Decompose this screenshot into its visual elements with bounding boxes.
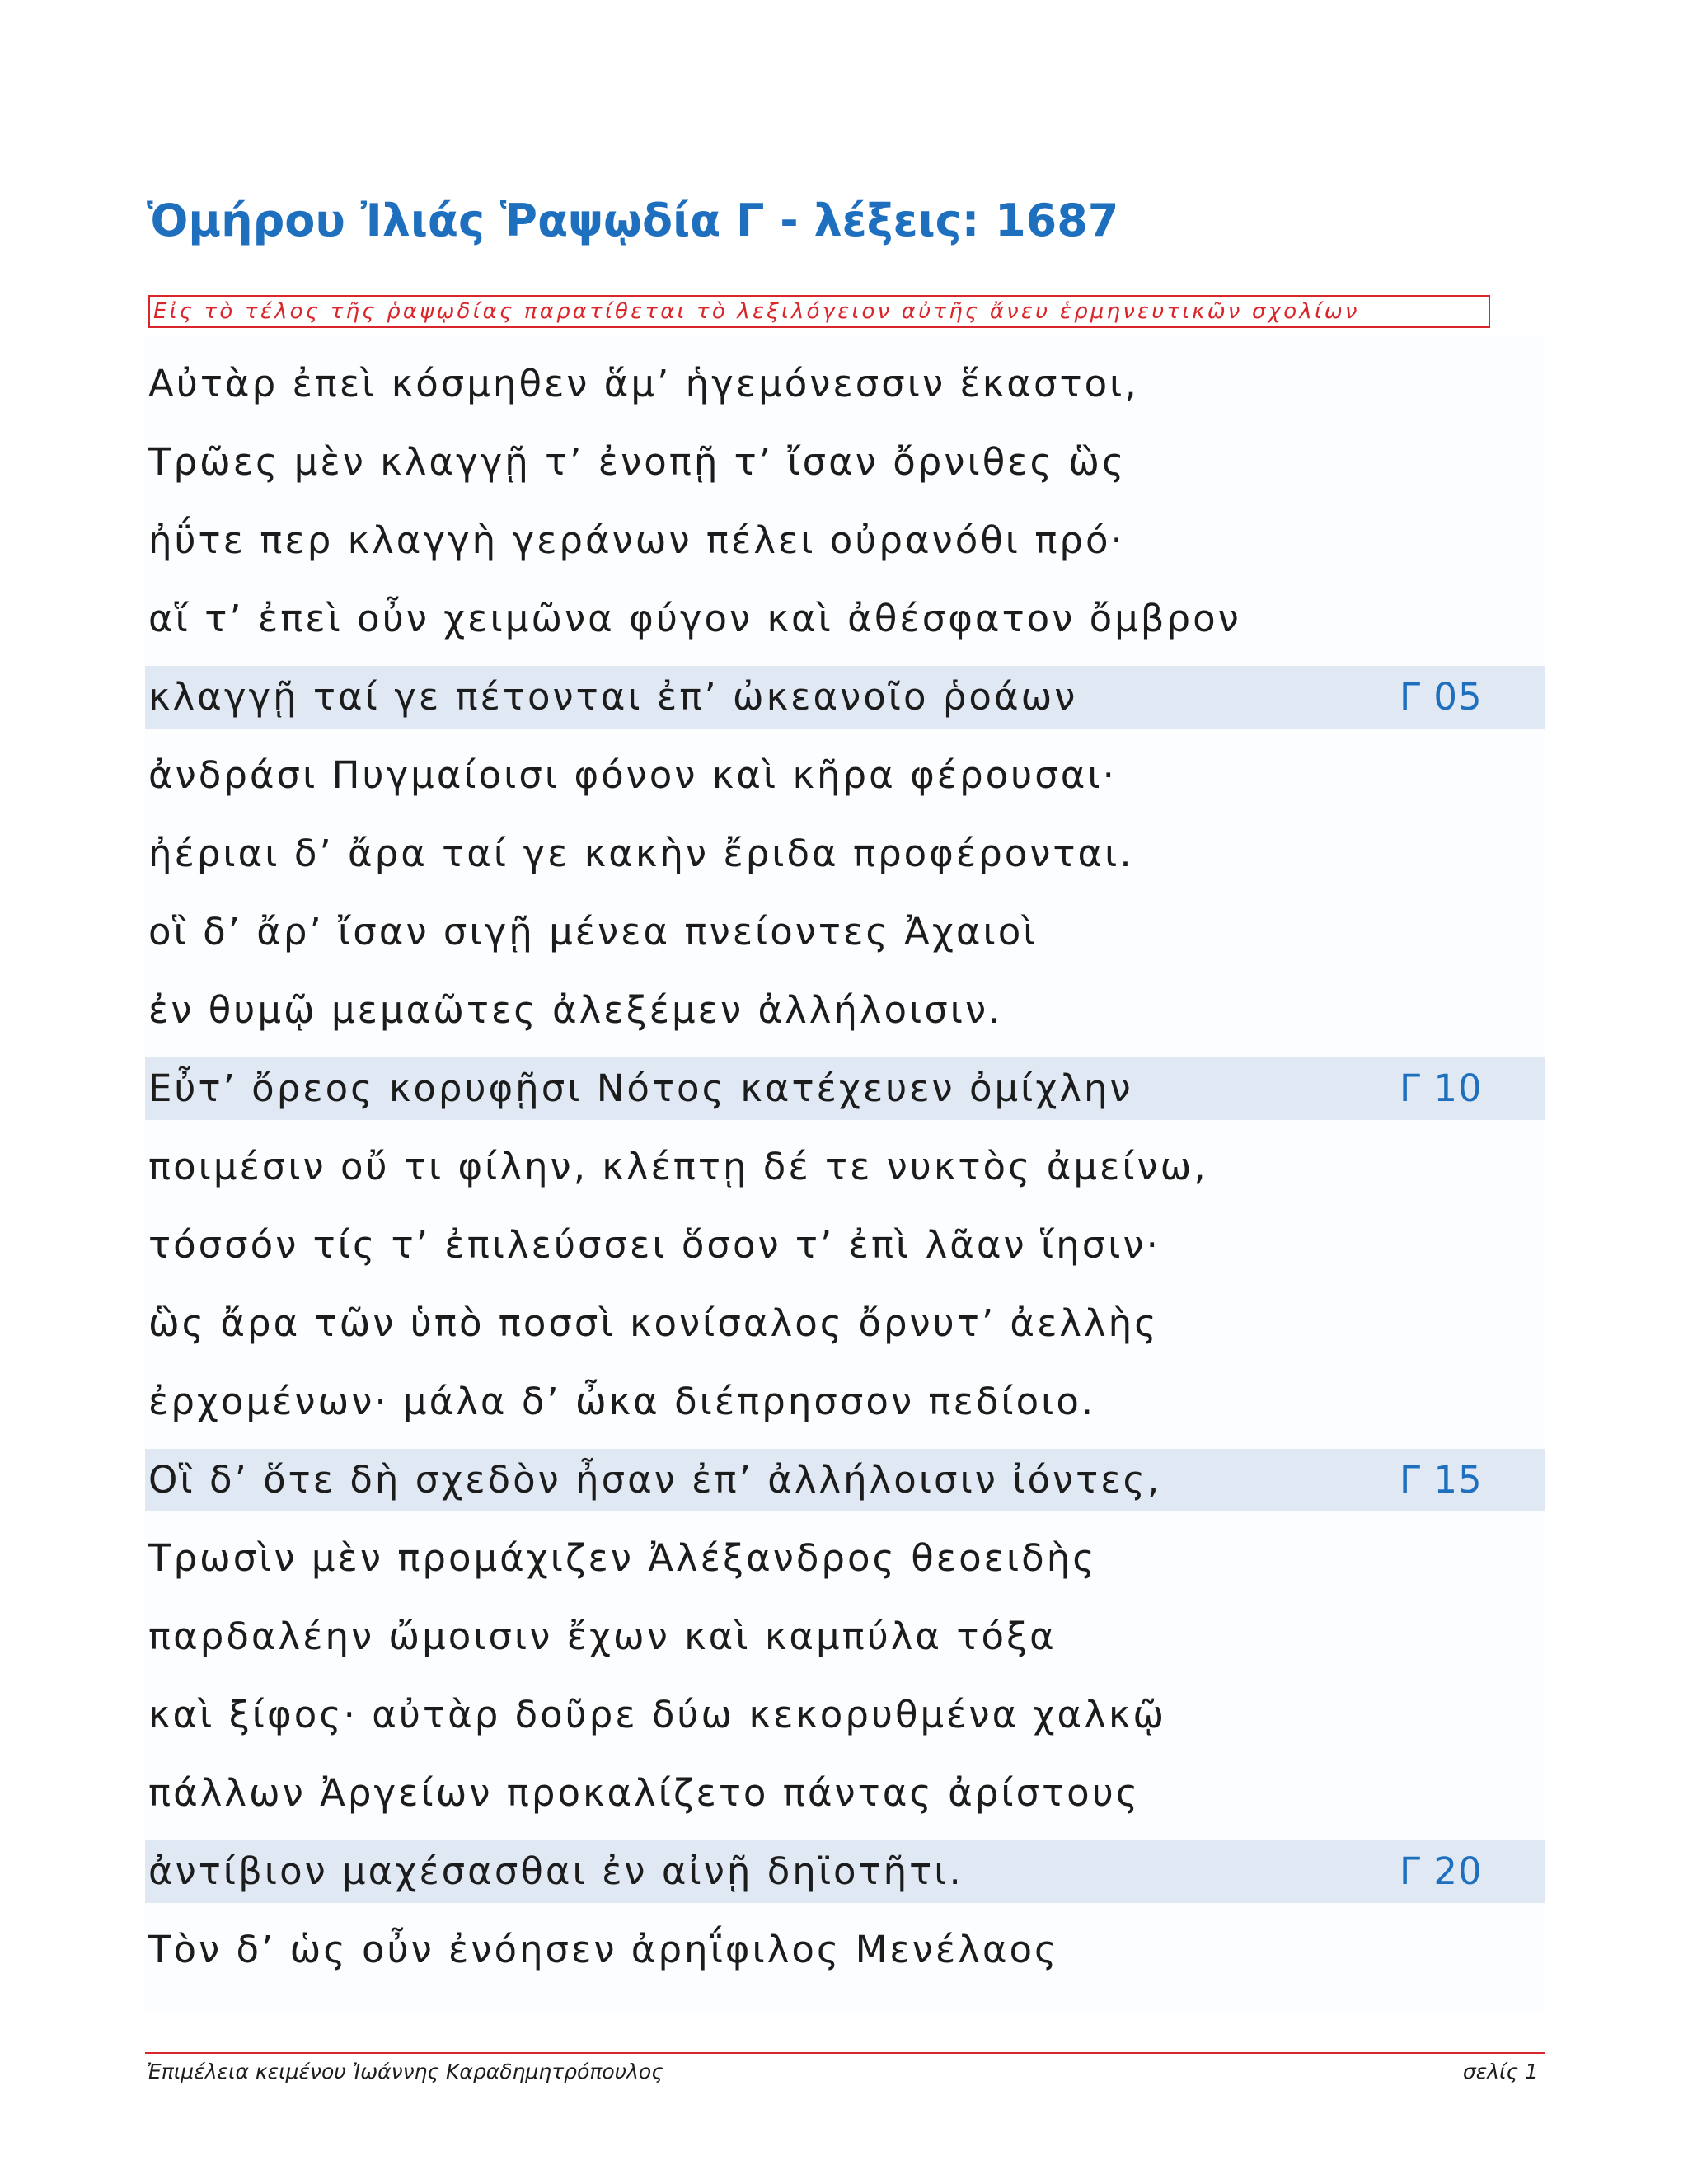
verse-line (145, 1292, 1545, 1355)
verse-text: ἀντίβιον μαχέσασθαι ἐν αἰνῇ δηϊοτῆτι. (148, 1849, 964, 1893)
verse-line (145, 1371, 1545, 1433)
verse-line (145, 431, 1545, 494)
verse-line (145, 1527, 1545, 1590)
verse-line (145, 1136, 1545, 1198)
verse-text: Τρῶες μὲν κλαγγῇ τ’ ἐνοπῇ τ’ ἴσαν ὄρνιθες ὣς (148, 440, 1127, 484)
verse-number: Γ 10 (1400, 1066, 1483, 1110)
verse-text: ἐν θυμῷ μεμαῶτες ἀλεξέμεν ἀλλήλοισιν. (148, 988, 1003, 1032)
verse-line (145, 666, 1545, 729)
verse-line (145, 1605, 1545, 1668)
footer-editor: Ἐπιμέλεια κειμένου Ἰωάννης Καραδημητρόπουλος (147, 2060, 663, 2083)
verse-line (145, 1057, 1545, 1120)
page-title: Ὁμήρου Ἰλιάς Ῥαψῳδία Γ - λέξεις: 1687 (147, 194, 1119, 246)
verse-line (145, 979, 1545, 1042)
footer-page-number: σελίς 1 (1462, 2060, 1538, 2083)
verse-line (145, 353, 1545, 415)
verse-text: ἐρχομένων· μάλα δ’ ὦκα διέπρησσον πεδίοιο. (148, 1380, 1096, 1423)
verse-text: Τρωσὶν μὲν προμάχιζεν Ἀλέξανδρος θεοειδὴς (148, 1536, 1097, 1580)
verse-text: ποιμέσιν οὔ τι φίλην, κλέπτῃ δέ τε νυκτὸς ἀμείνω, (148, 1145, 1208, 1188)
verse-line (145, 588, 1545, 650)
verse-line (145, 1449, 1545, 1511)
verse-text: καὶ ξίφος· αὐτὰρ δοῦρε δύω κεκορυθμένα χαλκῷ (148, 1693, 1167, 1736)
verse-line (145, 1762, 1545, 1825)
verse-text: Αὐτὰρ ἐπεὶ κόσμηθεν ἅμ’ ἡγεμόνεσσιν ἕκαστοι, (148, 362, 1139, 405)
verse-line (145, 1919, 1545, 1981)
verse-number: Γ 05 (1400, 675, 1483, 719)
verse-text: κλαγγῇ ταί γε πέτονται ἐπ’ ὠκεανοῖο ῥοάων (148, 675, 1078, 719)
verse-text: ὣς ἄρα τῶν ὑπὸ ποσσὶ κονίσαλος ὄρνυτ’ ἀελλὴς (148, 1301, 1159, 1345)
verse-text: Τὸν δ’ ὡς οὖν ἐνόησεν ἀρηΐφιλος Μενέλαος (148, 1928, 1059, 1971)
verse-text: παρδαλέην ὤμοισιν ἔχων καὶ καμπύλα τόξα (148, 1615, 1057, 1658)
verse-text: τόσσόν τίς τ’ ἐπιλεύσσει ὅσον τ’ ἐπὶ λᾶαν ἵησιν· (148, 1223, 1160, 1267)
verse-text: πάλλων Ἀργείων προκαλίζετο πάντας ἀρίστους (148, 1771, 1141, 1815)
verse-line (145, 509, 1545, 572)
footer-divider (145, 2052, 1545, 2054)
verse-line (145, 744, 1545, 807)
verse-line (145, 1214, 1545, 1277)
verse-number: Γ 20 (1400, 1849, 1483, 1893)
verse-text: οἳ δ’ ἄρ’ ἴσαν σιγῇ μένεα πνείοντες Ἀχαιοὶ (148, 910, 1039, 954)
verse-text: ἀνδράσι Πυγμαίοισι φόνον καὶ κῆρα φέρουσαι· (148, 753, 1117, 797)
verse-text: Οἳ δ’ ὅτε δὴ σχεδὸν ἦσαν ἐπ’ ἀλλήλοισιν ἰόντες, (148, 1458, 1162, 1502)
verse-line (145, 823, 1545, 885)
verse-line (145, 1840, 1545, 1903)
verse-text: ἠΰτε περ κλαγγὴ γεράνων πέλει οὐρανόθι πρό· (148, 518, 1125, 562)
verse-line (145, 901, 1545, 963)
verse-text: ἠέριαι δ’ ἄρα ταί γε κακὴν ἔριδα προφέρονται. (148, 832, 1134, 875)
verse-text: αἵ τ’ ἐπεὶ οὖν χειμῶνα φύγον καὶ ἀθέσφατον ὄμβρον (148, 597, 1241, 640)
verse-text: Εὖτ’ ὄρεος κορυφῇσι Νότος κατέχευεν ὀμίχλην (148, 1066, 1133, 1110)
verse-number: Γ 15 (1400, 1458, 1483, 1502)
verse-line (145, 1684, 1545, 1746)
subtitle-note: Εἰς τὸ τέλος τῆς ῥαψῳδίας παρατίθεται τὸ λεξιλόγειον αὐτῆς ἄνευ ἑρμηνευτικῶν σχολίων (148, 295, 1490, 328)
